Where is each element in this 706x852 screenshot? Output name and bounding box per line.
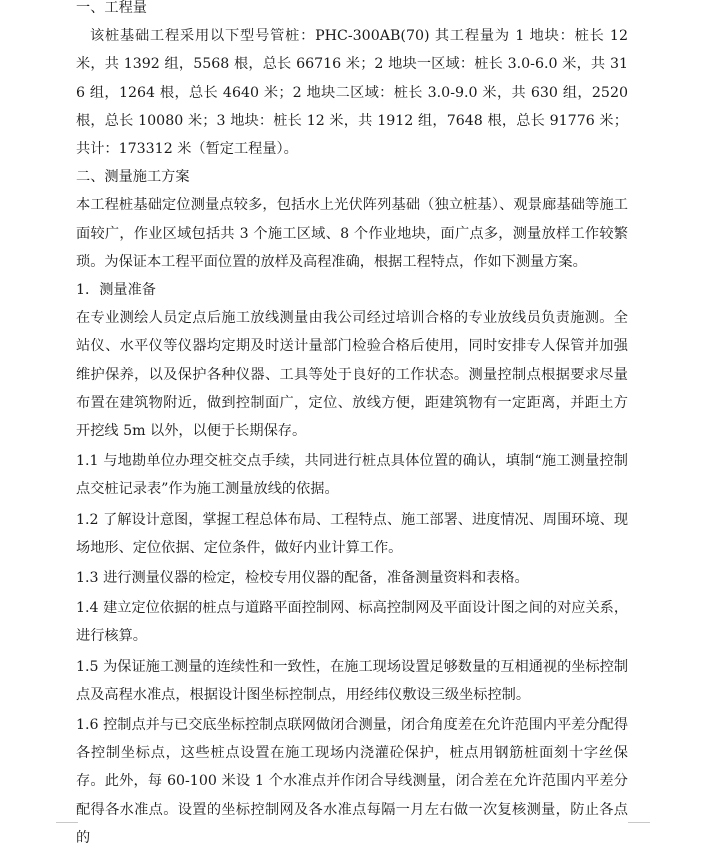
paragraph-item-1-6: 1.6 控制点并与已交底坐标控制点联网做闭合测量，闭合角度差在允许范围内平差分配得各控制坐标点，这些桩点设置在施工现场内浇灌砼保护，桩点用钢筋桩面刻十字丝保存。此外，每 60-100 米设 1 个水准点并作闭合导线测量，闭合差在允许范围内平差分配得各水准点。设置的坐标控制网及各水准点每隔一月左右做一次复核测量，防止各点的 <box>76 717 629 846</box>
paragraph-item-1-5: 1.5 为保证施工测量的连续性和一致性，在施工现场设置足够数量的互相通视的坐标控制点及高程水准点，根据设计图坐标控制点，用经纬仪敷设三级坐标控制。 <box>76 658 629 703</box>
paragraph-quantities: 该桩基础工程采用以下型号管桩：PHC-300AB(70) 其工程量为 1 地块：桩长 12 米，共 1392 组，5568 根，总长 66716 米；2 地块一区域：桩长 3.0-6.0 米，共 316 组，1264 根，总长 4640 米；2 地块二区域：桩长 3.0-9.0 米，共 630 组，2520 根，总长 10080 米；3 地块：桩长 12 米，共 1912 组，7648 根，总长 91776 米；共计：173312 米（暂定工程量）。 <box>76 28 628 158</box>
subheading-survey-preparation: 1．测量准备 <box>76 282 156 299</box>
page-corner-mark-left <box>56 822 78 845</box>
section-heading-quantities: 一、工程量 <box>76 0 147 16</box>
paragraph-item-1-2: 1.2 了解设计意图，掌握工程总体布局、工程特点、施工部署、进度情况、周围环境、现场地形、定位依据、定位条件，做好内业计算工作。 <box>76 511 629 556</box>
paragraph-item-1-1: 1.1 与地勘单位办理交桩交点手续，共同进行桩点具体位置的确认，填制“施工测量控制点交桩记录表”作为施工测量放线的依据。 <box>76 453 628 498</box>
page-corner-mark-right <box>628 822 650 845</box>
paragraph-survey-overview: 本工程桩基础定位测量点较多，包括水上光伏阵列基础（独立桩基）、观景廊基础等施工面较广，作业区域包括共 3 个施工区域、8 个作业地块，面广点多，测量放样工作较繁琐。为保证本工程平面位置的放样及高程准确，根据工程特点，作如下测量方案。 <box>76 197 628 270</box>
paragraph-item-1-4: 1.4 建立定位依据的桩点与道路平面控制网、标高控制网及平面设计图之间的对应关系，进行核算。 <box>76 600 629 645</box>
paragraph-survey-preparation: 在专业测绘人员定点后施工放线测量由我公司经过培训合格的专业放线员负责施测。全站仪、水平仪等仪器均定期及时送计量部门检验合格后使用，同时安排专人保管并加强维护保养，以及保护各种仪器、工具等处于良好的工作状态。测量控制点根据要求尽量布置在建筑物附近，做到控制面广，定位、放线方便，距建筑物有一定距离，并距土方开挖线 5m 以外，以便于长期保存。 <box>76 310 628 440</box>
paragraph-item-1-3: 1.3 进行测量仪器的检定，检校专用仪器的配备，准备测量资料和表格。 <box>76 570 529 587</box>
section-heading-survey-plan: 二、测量施工方案 <box>76 169 190 186</box>
document-body <box>76 0 628 852</box>
